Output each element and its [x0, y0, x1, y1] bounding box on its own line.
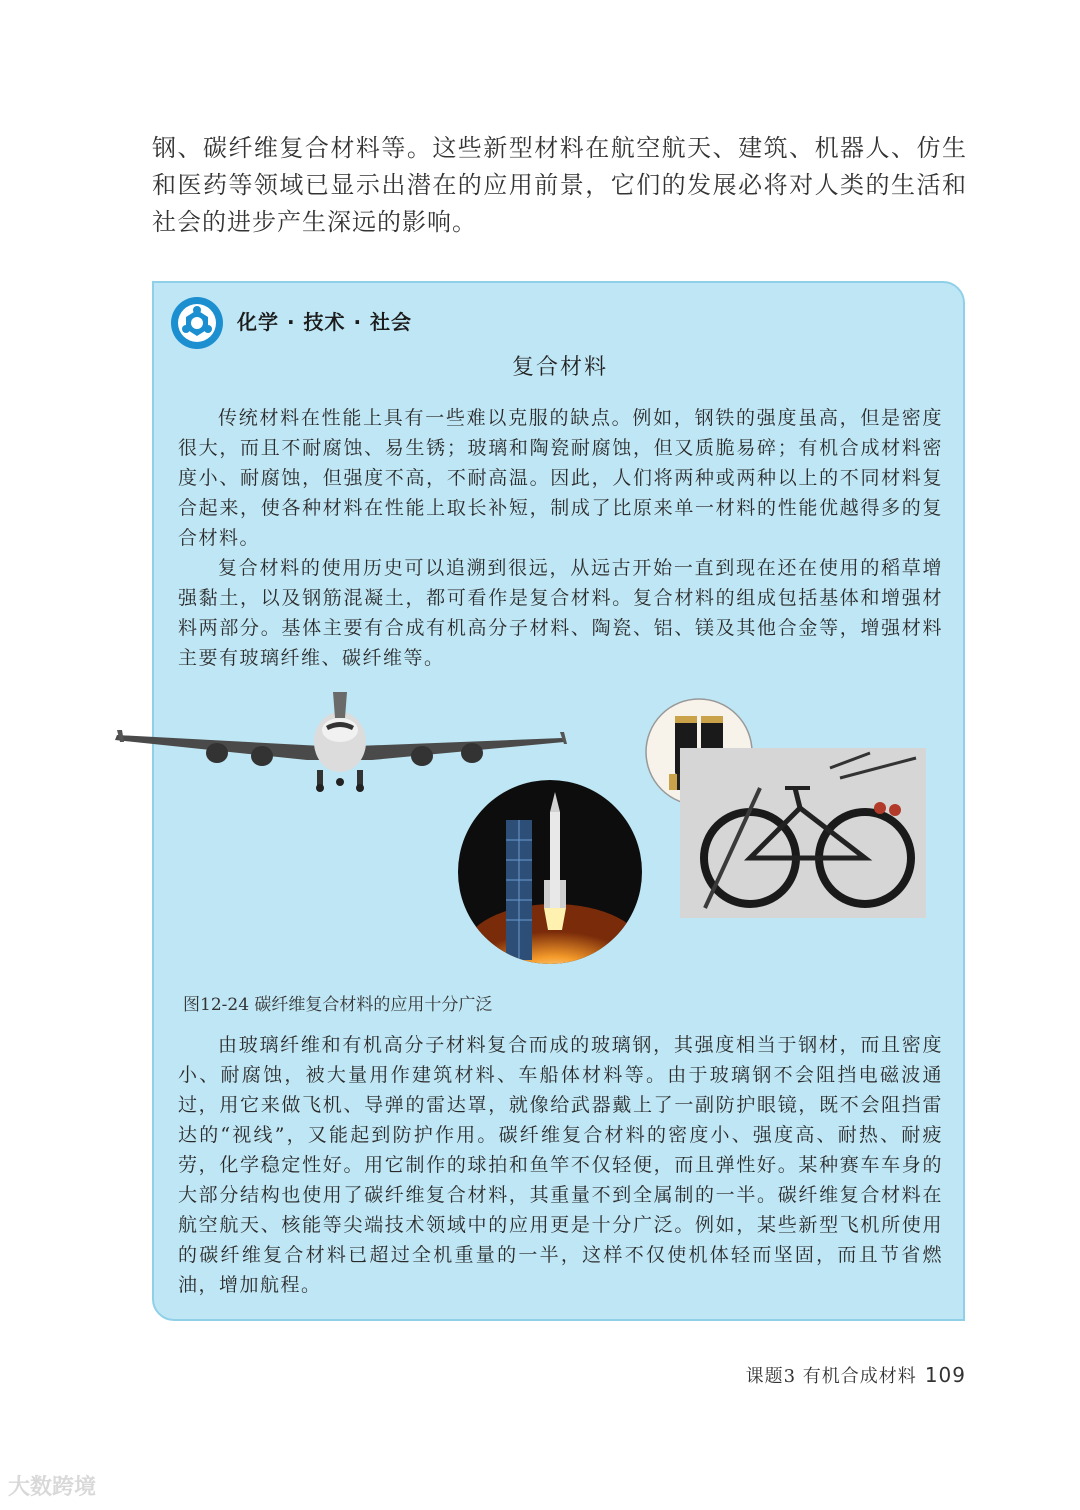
- box-text-upper: [178, 403, 943, 673]
- watermark: 大数跨境: [8, 1475, 97, 1500]
- section-badge-icon: [170, 296, 224, 350]
- chapter-label: 课题3 有机合成材料: [745, 1366, 917, 1387]
- intro-text: 钢、碳纤维复合材料等。这些新型材料在航空航天、建筑、机器人、仿生和医药等领域已显示出潜在的应用前景，它们的发展必将对人类的生活和社会的进步产生深远的影响。: [152, 134, 967, 236]
- page-number: 109: [924, 1363, 966, 1387]
- intro-paragraph: [152, 130, 967, 241]
- paragraph-3: 由玻璃纤维和有机高分子材料复合而成的玻璃钢，其强度相当于钢材，而且密度小、耐腐蚀，被大量用作建筑材料、车船体材料等。由于玻璃钢不会阻挡电磁波通过，用它来做飞机、导弹的雷达罩，就像给武器戴上了一副防护眼镜，既不会阻挡雷达的“视线”，又能起到防护作用。碳纤维复合材料的密度小、强度高、耐热、耐疲劳，化学稳定性好。用它制作的球拍和鱼竿不仅轻便，而且弹性好。某种赛车车身的大部分结构也使用了碳纤维复合材料，其重量不到全属制的一半。碳纤维复合材料在航空航天、核能等尖端技术领域中的应用更是十分广泛。例如，某些新型飞机所使用的碳纤维复合材料已超过全机重量的一半，这样不仅使机体轻而坚固，而且节省燃油，增加航程。: [178, 1034, 943, 1296]
- paragraph-2: 复合材料的使用历史可以追溯到很远，从远古开始一直到现在还在使用的稻草增强黏土，以及钢筋混凝土，都可看作是复合材料。复合材料的组成包括基体和增强材料两部分。基体主要有合成有机高分子材料、陶瓷、铝、镁及其他合金等，增强材料主要有玻璃纤维、碳纤维等。: [178, 557, 943, 669]
- figure-caption: 图12-24 碳纤维复合材料的应用十分广泛: [183, 995, 493, 1015]
- paragraph-1: 传统材料在性能上具有一些难以克服的缺点。例如，钢铁的强度虽高，但是密度很大，而且不耐腐蚀、易生锈；玻璃和陶瓷耐腐蚀，但又质脆易碎；有机合成材料密度小、耐腐蚀，但强度不高，不耐高温。因此，人们将两种或两种以上的不同材料复合起来，使各种材料在性能上取长补短，制成了比原来单一材料的性能优越得多的复合材料。: [178, 407, 943, 549]
- rocket-launch-image: [458, 780, 642, 964]
- bicycle-sports-gear-image: [680, 748, 926, 918]
- box-text-lower: [178, 1030, 943, 1300]
- page-footer: [746, 1362, 966, 1388]
- box-title: 复合材料: [511, 355, 608, 380]
- section-label: 化学 · 技术 · 社会: [237, 310, 413, 334]
